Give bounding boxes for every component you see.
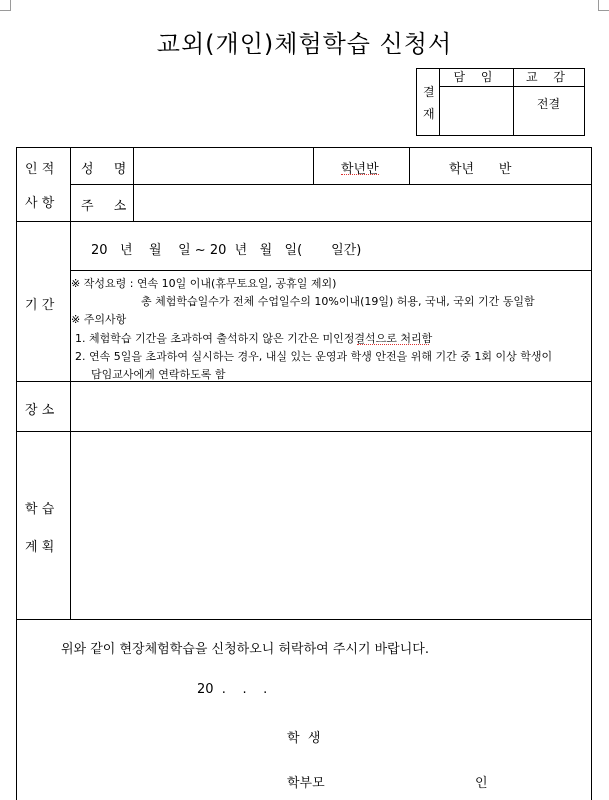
address-label: 주 소 [81,199,135,214]
declaration-date[interactable]: 20 . . . [197,682,268,697]
approval-homeroom-header: 담 임 [439,69,513,87]
plan-label-line2: 계 획 [25,540,55,555]
row-divider-info-period [17,221,592,222]
approval-homeroom-column [439,69,514,135]
row-divider-name-address [70,184,592,185]
info-section-label-line2: 사 항 [25,196,55,211]
row-divider-plan-declaration [17,619,592,620]
name-label: 성 명 [81,162,135,177]
spellcheck-underline [341,172,379,175]
document-title: 교외(개인)체험학습 신청서 [156,30,453,58]
place-label: 장 소 [25,403,55,418]
parent-label: 학부모 [287,776,325,791]
approval-vice-principal-header: 교 감 [513,69,584,87]
caution-heading: ※ 주의사항 [71,313,127,326]
parent-seal-mark: 인 [475,776,488,791]
approval-homeroom-signature-cell[interactable] [439,87,513,135]
row-divider-place-plan [17,431,592,432]
approval-label-line2: 재 [423,107,435,121]
label-column-divider [70,148,71,619]
address-field[interactable] [137,188,587,218]
crop-mark-top-left [0,0,11,11]
row-divider-date-notes [70,270,592,271]
place-field[interactable] [75,386,587,426]
approval-box [416,68,585,136]
grade-value-divider [409,148,410,184]
caution-item-2b: 담임교사에게 연락하도록 함 [91,368,226,381]
caution-item-2a: 2. 연속 5일을 초과하여 실시하는 경우, 내실 있는 운영과 학생 안전을 위해 기간 중 1회 이상 학생이 [75,350,553,363]
approval-label [417,69,440,135]
period-label: 기 간 [25,298,55,313]
period-note-heading: ※ 작성요령 : 연속 10일 이내(휴무토요일, 공휴일 제외) [71,277,337,290]
name-field[interactable] [137,151,309,181]
approval-vice-principal-column [513,69,584,135]
approval-label-line1: 결 [423,85,435,99]
application-form-table [16,147,592,800]
info-section-label-line1: 인 적 [25,162,55,177]
period-date-line[interactable]: 20 년 월 일 ~ 20 년 월 일( 일간) [91,243,362,258]
plan-label-line1: 학 습 [25,502,55,517]
approval-vice-principal-note: 전결 [536,97,561,111]
plan-field[interactable] [75,436,587,614]
caution-item-1: 1. 체험학습 기간을 초과하여 출석하지 않은 기간은 미인정결석으로 처리함 [75,332,433,345]
spellcheck-underline [357,342,429,345]
name-grade-divider [313,148,314,184]
grade-class-label: 학년반 [341,162,379,177]
student-label: 학 생 [287,731,321,746]
grade-class-value[interactable]: 학년 반 [449,162,512,177]
crop-mark-top-right [598,0,609,11]
declaration-sentence: 위와 같이 현장체험학습을 신청하오니 허락하여 주시기 바랍니다. [61,642,429,657]
period-note-line2: 총 체험학습일수가 전체 수업일수의 10%이내(19일) 허용, 국내, 국외 기간 동일함 [141,295,535,308]
